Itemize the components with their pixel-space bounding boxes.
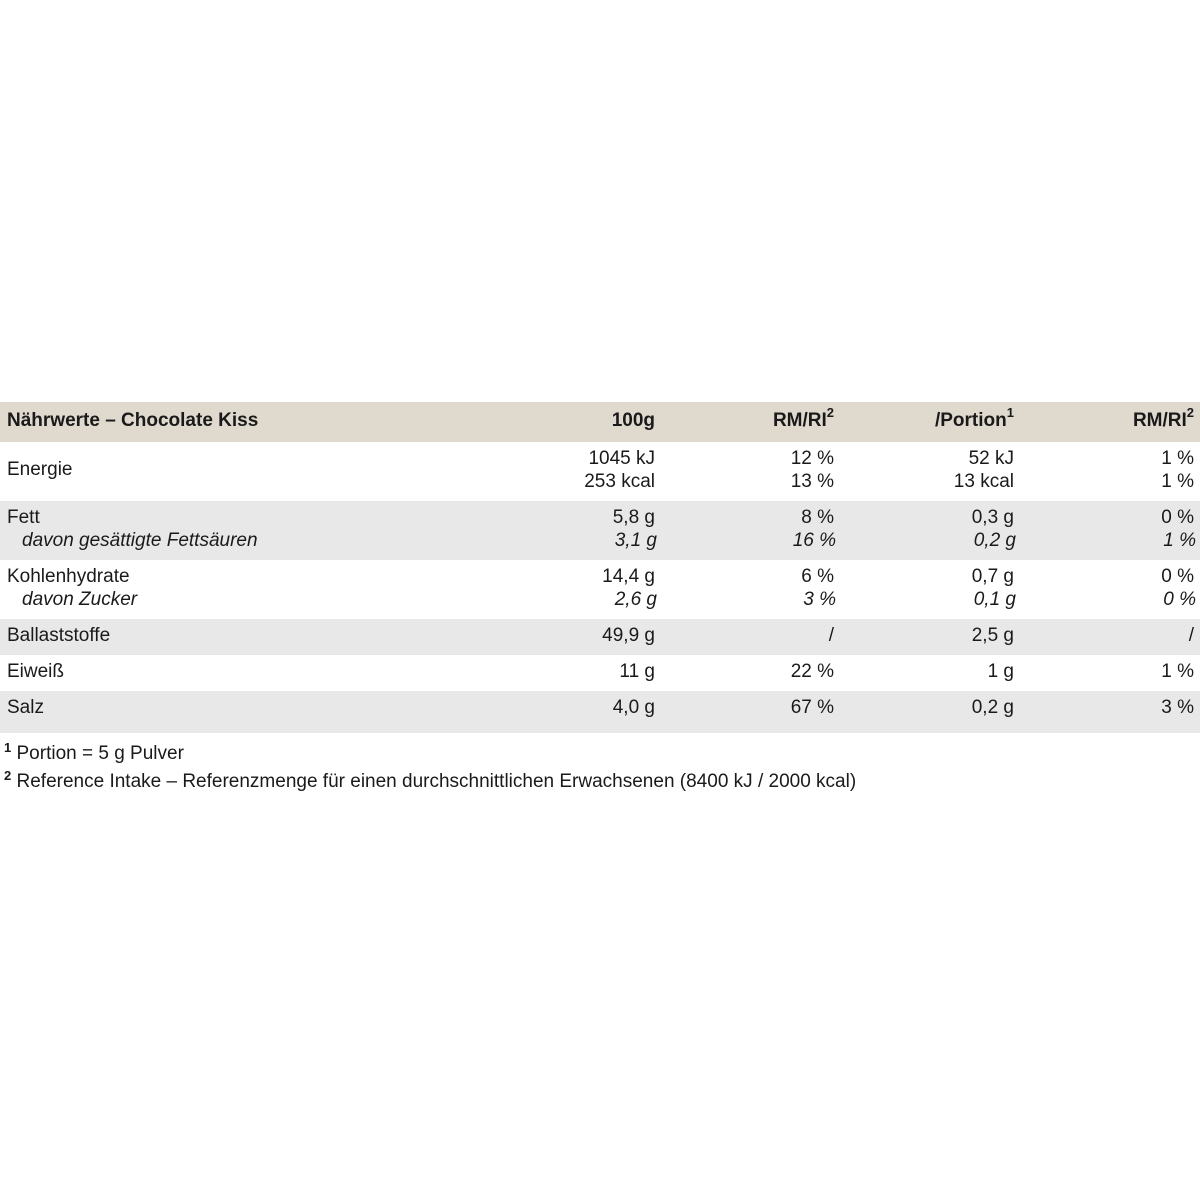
col-header-100g: 100g	[611, 410, 655, 431]
footnote-marker: 1	[4, 739, 12, 755]
value-portion: 0,3 g	[971, 507, 1014, 528]
table-row-kohlenhydrate	[0, 560, 1200, 619]
sub-row-label: davon Zucker	[22, 589, 138, 610]
footnote-text: Reference Intake – Referenzmenge für einen durchschnittlichen Erwachsenen (8400 kJ / 2000 kcal)	[11, 771, 857, 792]
col-header-rm-ri-portion: $RM/RI^2$	[1132, 404, 1194, 431]
value-rm2: /	[1188, 625, 1194, 646]
sub-row-label: davon gesättigte Fettsäuren	[22, 530, 258, 551]
sub-value-100g: 3,1 g	[614, 530, 657, 551]
value-100g-kj: 1045 kJ	[588, 448, 655, 469]
value-rm1-kj: 12 %	[790, 448, 834, 469]
value-rm2-kcal: 1 %	[1161, 471, 1194, 492]
value-rm2: 1 %	[1161, 661, 1194, 682]
value-rm2-kj: 1 %	[1161, 448, 1194, 469]
table-row-energie	[0, 442, 1200, 501]
value-portion: 1 g	[987, 661, 1014, 682]
footnote-marker: 2	[4, 767, 12, 783]
footnote-portion	[4, 740, 856, 768]
row-label: Kohlenhydrate	[7, 566, 130, 587]
value-100g: 5,8 g	[612, 507, 655, 528]
value-portion-kj: 52 kJ	[968, 448, 1014, 469]
value-100g: 4,0 g	[612, 697, 655, 718]
value-portion: 0,2 g	[971, 697, 1014, 718]
nutrition-table	[0, 402, 1200, 733]
value-rm1: 67 %	[790, 697, 834, 718]
value-rm1: 22 %	[790, 661, 834, 682]
table-header	[0, 402, 1200, 442]
sub-value-rm1: 16 %	[792, 530, 836, 551]
sub-value-portion: 0,1 g	[973, 589, 1016, 610]
row-label: Salz	[7, 697, 44, 718]
row-label: Ballaststoffe	[7, 625, 111, 646]
value-100g: 14,4 g	[602, 566, 655, 587]
sub-value-100g: 2,6 g	[614, 589, 657, 610]
value-rm1: 6 %	[801, 566, 834, 587]
value-rm1: /	[828, 625, 834, 646]
table-title: Nährwerte – Chocolate Kiss	[7, 410, 259, 431]
value-rm1-kcal: 13 %	[790, 471, 834, 492]
sub-value-rm1: 3 %	[803, 589, 836, 610]
row-label: Energie	[7, 459, 73, 480]
value-portion: 0,7 g	[971, 566, 1014, 587]
value-100g: 11 g	[619, 661, 655, 682]
value-portion: 2,5 g	[971, 625, 1014, 646]
col-header-rm-ri-100g: $RM/RI^2$	[772, 404, 834, 431]
value-rm2: 0 %	[1161, 566, 1194, 587]
sub-value-rm2: 1 %	[1163, 530, 1196, 551]
footnote-text: Portion = 5 g Pulver	[11, 743, 184, 764]
value-rm2: 3 %	[1161, 697, 1194, 718]
value-portion-kcal: 13 kcal	[953, 471, 1014, 492]
table-row-ballaststoffe	[0, 619, 1200, 655]
value-100g: 49,9 g	[602, 625, 655, 646]
value-rm2: 0 %	[1161, 507, 1194, 528]
sub-value-portion: 0,2 g	[973, 530, 1016, 551]
row-label: Eiweiß	[7, 661, 65, 682]
footnote-reference-intake	[4, 768, 856, 796]
table-row-salz	[0, 691, 1200, 733]
row-label: Fett	[7, 507, 40, 528]
table-row-fett	[0, 501, 1200, 560]
footnotes	[4, 740, 856, 796]
value-100g-kcal: 253 kcal	[584, 471, 655, 492]
value-rm1: 8 %	[801, 507, 834, 528]
col-header-portion: /Portion$^1$	[934, 404, 1014, 431]
table-row-eiweiss	[0, 655, 1200, 691]
sub-value-rm2: 0 %	[1163, 589, 1196, 610]
